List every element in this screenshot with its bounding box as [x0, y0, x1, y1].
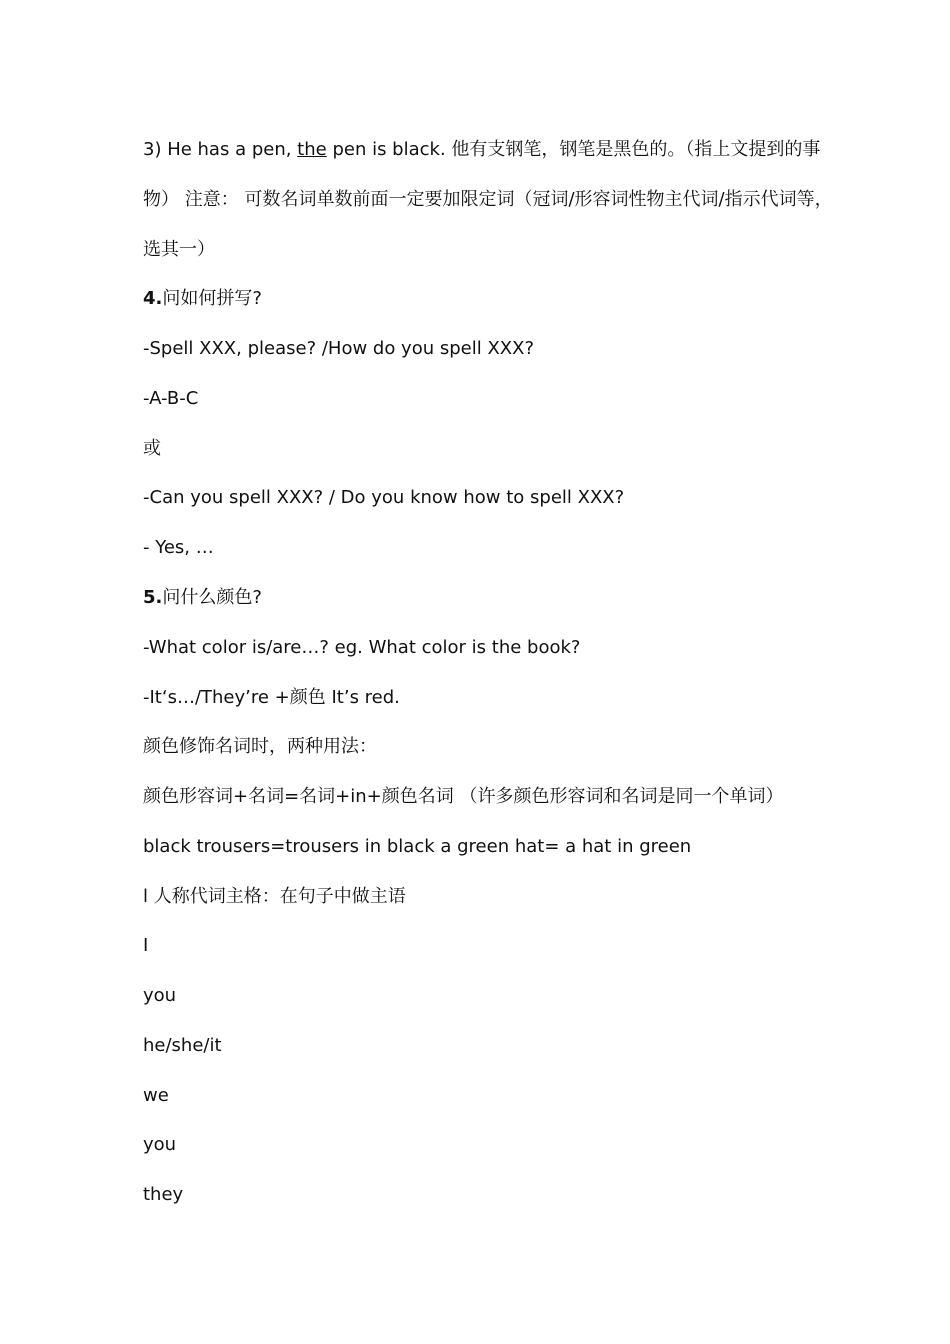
color-usage-intro: 颜色修饰名词时，两种用法：	[143, 736, 377, 757]
or-text: 或	[143, 438, 161, 459]
section-number: 5.	[143, 587, 163, 608]
note-text-continued: 选其一）	[143, 239, 215, 260]
section-5-heading	[143, 586, 262, 610]
section-title: 问如何拼写?	[162, 288, 262, 309]
example-sentence-3	[143, 138, 820, 162]
pronoun-item: he/she/it	[143, 1035, 222, 1056]
pronoun-item: we	[143, 1085, 169, 1106]
section-4-heading	[143, 287, 262, 311]
spell-question: -Spell XXX, please? /How do you spell XXX?	[143, 338, 534, 359]
pronoun-item: you	[143, 1134, 177, 1155]
underlined-article-the: the	[297, 139, 327, 160]
pronoun-item: you	[143, 985, 177, 1006]
section-title: 问什么颜色?	[162, 587, 262, 608]
example-text-rest: pen is black. 他有支钢笔，钢笔是黑色的。（指上文提到的事	[326, 139, 821, 160]
pronoun-heading: l 人称代词主格：在句子中做主语	[143, 886, 406, 907]
spell-answer-alt: - Yes, …	[143, 537, 214, 558]
pronoun-item: they	[143, 1184, 184, 1205]
pronoun-item: I	[143, 935, 149, 956]
example-text-start: 3) He has a pen,	[143, 139, 298, 160]
color-answer: -It‘s…/They’re +颜色 It’s red.	[143, 687, 400, 708]
spell-answer: -A-B-C	[143, 388, 199, 409]
section-number: 4.	[143, 288, 163, 309]
color-question: -What color is/are…? eg. What color is the book?	[143, 637, 581, 658]
color-usage-rule: 颜色形容词+名词=名词+in+颜色名词 （许多颜色形容词和名词是同一个单词）	[143, 786, 784, 807]
color-usage-example: black trousers=trousers in black a green hat= a hat in green	[143, 836, 692, 857]
spell-question-alt: -Can you spell XXX? / Do you know how to spell XXX?	[143, 487, 625, 508]
note-text: 物） 注意： 可数名词单数前面一定要加限定词（冠词/形容词性物主代词/指示代词等，	[143, 189, 833, 210]
